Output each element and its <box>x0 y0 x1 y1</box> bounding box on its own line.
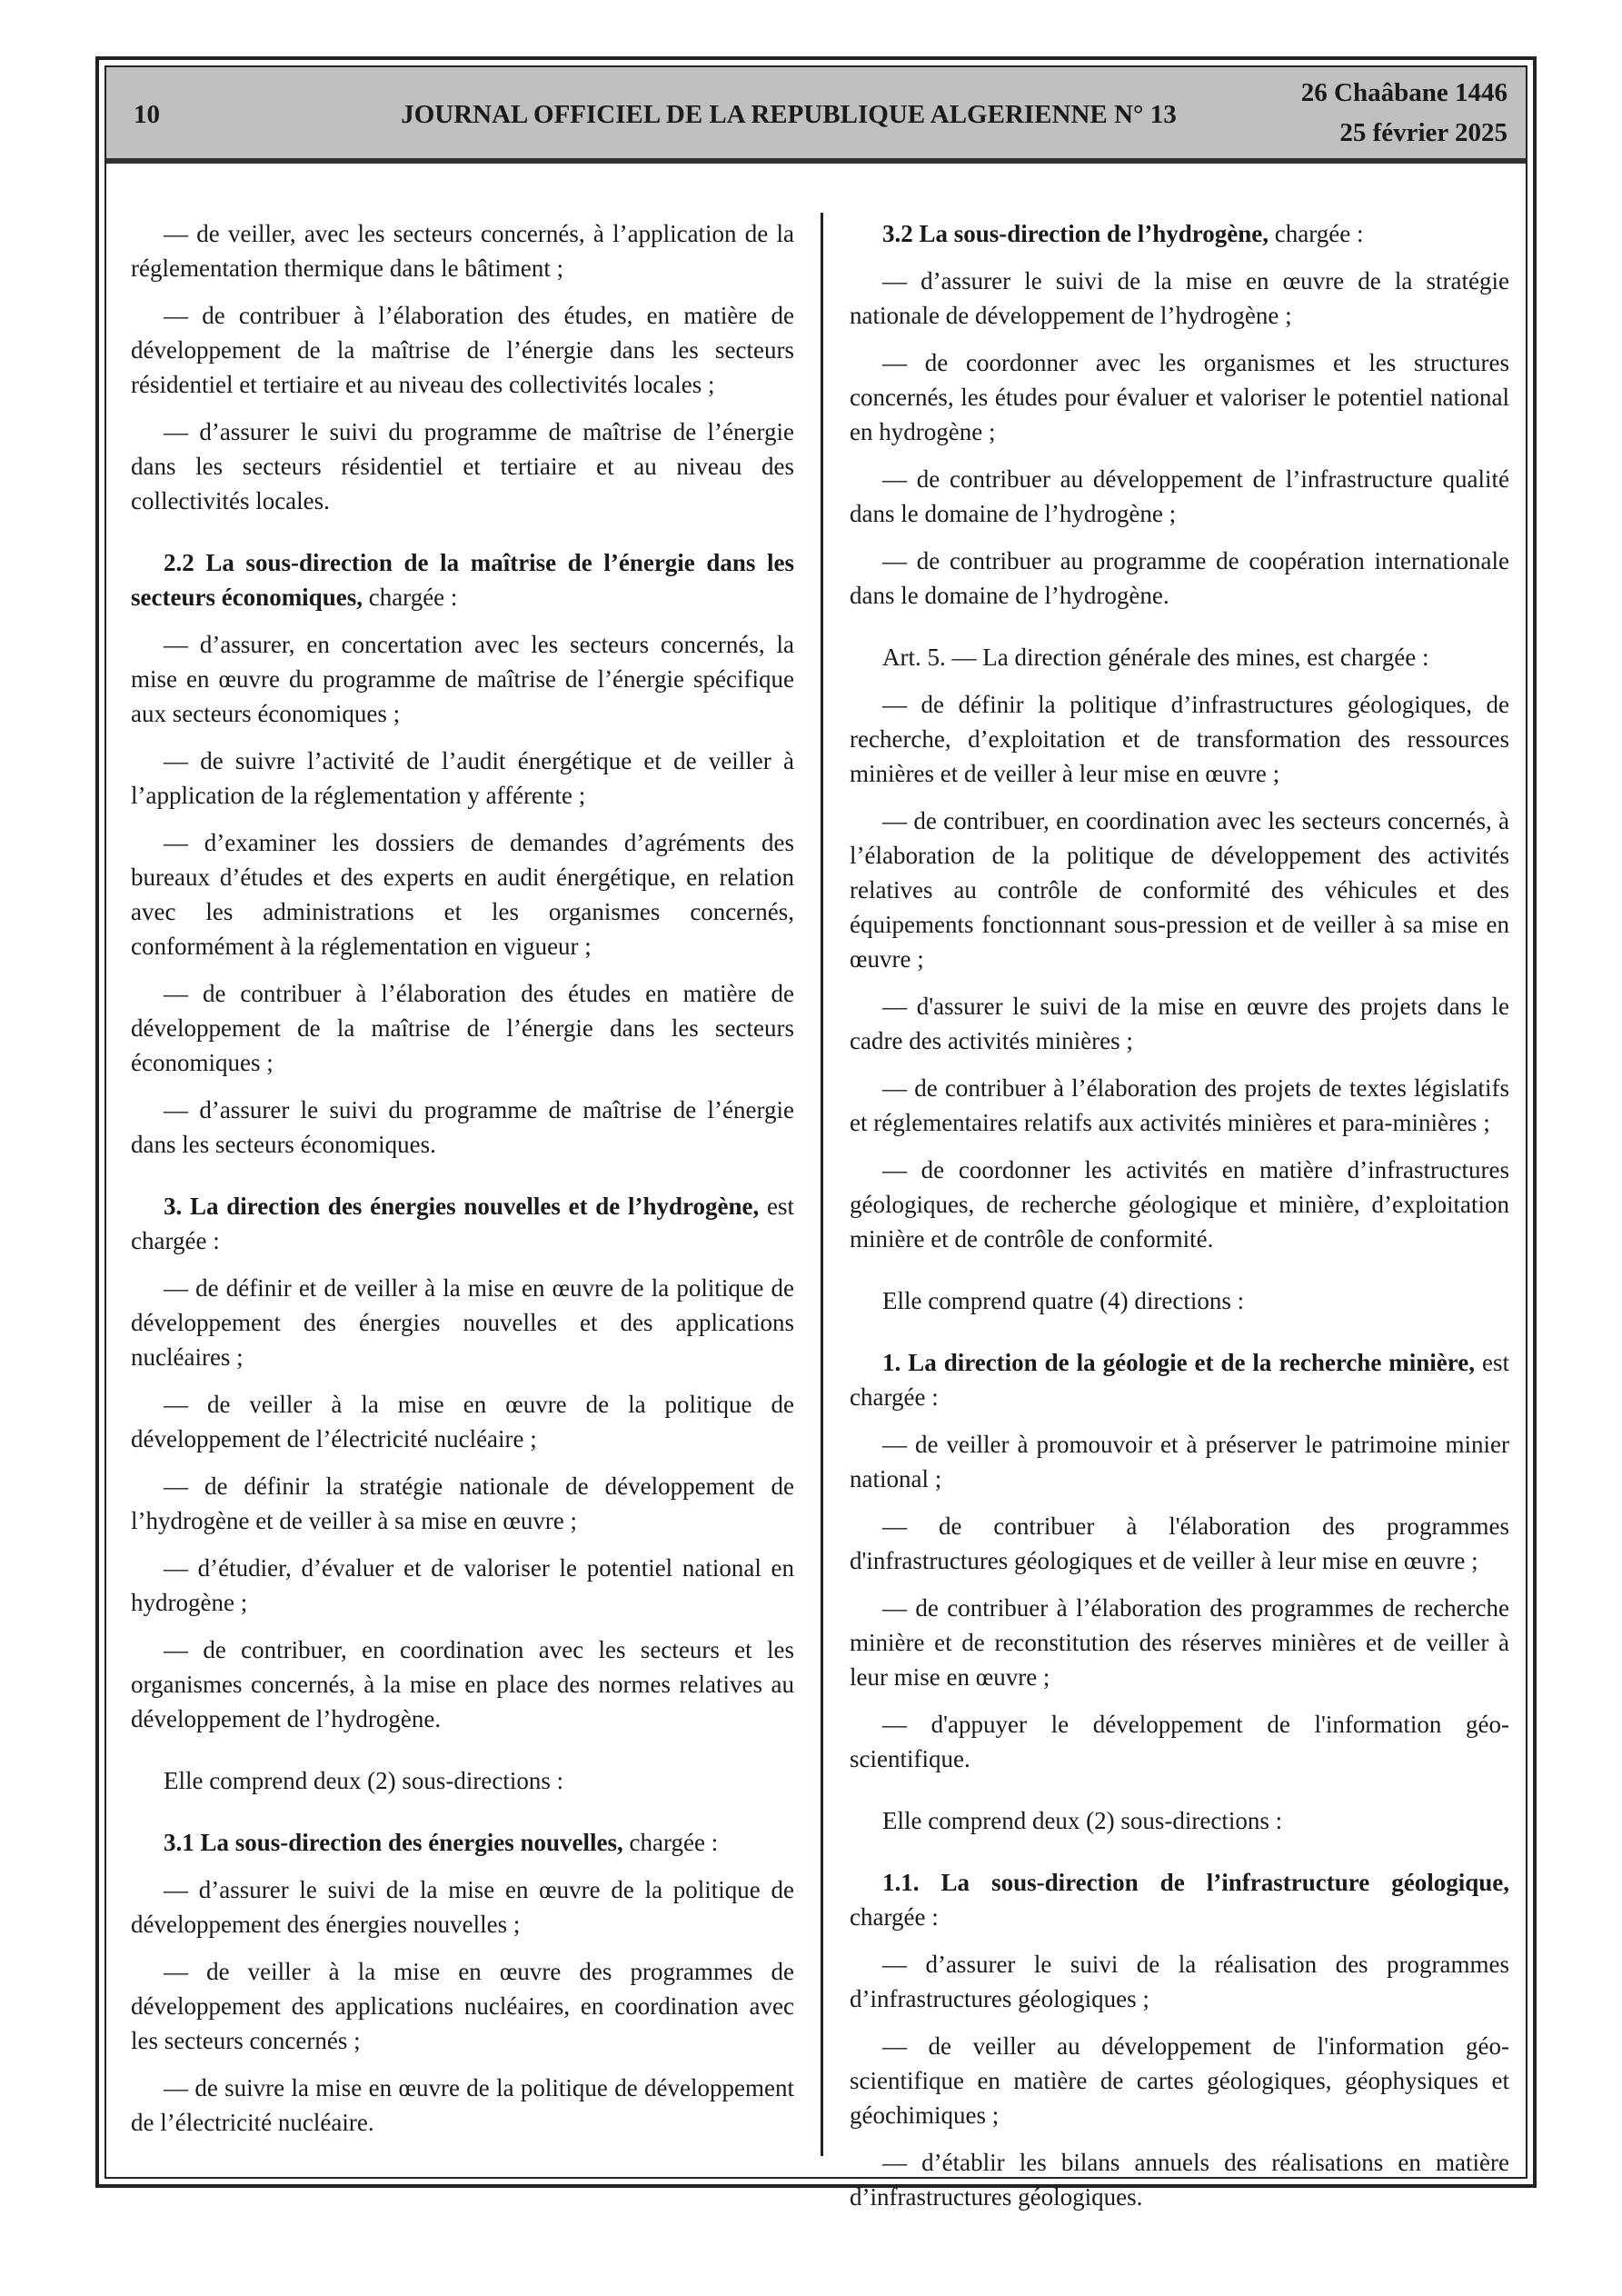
paragraph-text: Elle comprend quatre (4) directions : <box>882 1287 1245 1314</box>
section-heading <box>850 1803 1509 1838</box>
section-heading <box>131 1825 794 1860</box>
paragraph <box>850 687 1509 791</box>
paragraph <box>850 216 1509 251</box>
paragraph <box>131 627 794 731</box>
paragraph <box>850 1427 1509 1496</box>
section-heading <box>131 1763 794 1798</box>
paragraph <box>131 1872 794 1942</box>
paragraph <box>131 1954 794 2058</box>
paragraph <box>131 1271 794 1374</box>
paragraph <box>131 298 794 402</box>
paragraph-text: — de veiller au développement de l'information géo-scientifique en matière de cartes géologiques, géophysiques et géochimiques ; <box>850 2032 1509 2129</box>
paragraph-text: chargée : <box>362 584 458 611</box>
right-column <box>850 216 1509 2227</box>
section-heading <box>131 1189 794 1258</box>
paragraph <box>850 1947 1509 2016</box>
paragraph-text: — de veiller à la mise en œuvre de la politique de développement de l’électricité nucléaire ; <box>131 1391 794 1452</box>
paragraph-text: — de suivre la mise en œuvre de la politique de développement de l’électricité nucléaire. <box>131 2074 794 2136</box>
paragraph-text: — de coordonner avec les organismes et les structures concernés, les études pour évaluer et valoriser le potentiel national en hydrogène ; <box>850 349 1509 445</box>
date-gregorian: 25 février 2025 <box>1339 118 1508 147</box>
paragraph-text: — de contribuer à l’élaboration des projets de textes législatifs et réglementaires relatifs aux activités minières et para-minières ; <box>850 1074 1509 1136</box>
paragraph <box>850 462 1509 531</box>
paragraph-text: — de contribuer à l’élaboration des programmes de recherche minière et de reconstitution des réserves minières et de veiller à leur mise en œuvre ; <box>850 1594 1509 1691</box>
paragraph <box>131 2071 794 2140</box>
paragraph <box>131 216 794 285</box>
paragraph-text: — de contribuer à l’élaboration des études, en matière de développement de la maîtrise de l’énergie dans les secteurs résidentiel et tertiaire et au niveau des collectivités locales ; <box>131 302 794 398</box>
paragraph-lead: 2.2 La sous-direction de la maîtrise de l’énergie dans les secteurs économiques, <box>131 549 794 611</box>
journal-header <box>106 67 1526 164</box>
paragraph <box>131 1551 794 1620</box>
paragraph <box>850 1071 1509 1140</box>
paragraph-text: Elle comprend deux (2) sous-directions : <box>882 1807 1283 1834</box>
paragraph <box>131 1387 794 1456</box>
issue-date <box>1301 73 1508 153</box>
paragraph <box>850 2145 1509 2214</box>
paragraph-lead: 1. La direction de la géologie et de la recherche minière, <box>882 1349 1476 1376</box>
paragraph <box>850 1707 1509 1776</box>
paragraph <box>131 1632 794 1736</box>
paragraph-text: est chargée : <box>131 1193 794 1254</box>
paragraph <box>131 1093 794 1162</box>
paragraph-text: — de contribuer à l'élaboration des programmes d'infrastructures géologiques et de veiller à leur mise en œuvre ; <box>850 1512 1509 1574</box>
paragraph <box>850 1591 1509 1694</box>
paragraph-text: — de veiller à la mise en œuvre des programmes de développement des applications nucléaires, en coordination avec les secteurs concernés ; <box>131 1958 794 2054</box>
paragraph <box>131 1469 794 1538</box>
paragraph-lead: 1.1. La sous-direction de l’infrastructure géologique, <box>882 1869 1509 1896</box>
paragraph-text: — d’assurer le suivi du programme de maîtrise de l’énergie dans les secteurs résidentiel et tertiaire et au niveau des collectivités locales. <box>131 418 794 514</box>
paragraph-text: chargée : <box>622 1829 719 1856</box>
paragraph-text: — de définir et de veiller à la mise en œuvre de la politique de développement des énergies nouvelles et des applications nucléaires ; <box>131 1274 794 1371</box>
paragraph <box>850 1509 1509 1578</box>
paragraph <box>850 345 1509 449</box>
paragraph-lead: 3.2 La sous-direction de l’hydrogène, <box>882 220 1269 247</box>
paragraph-text: — d’assurer le suivi de la réalisation des programmes d’infrastructures géologiques ; <box>850 1951 1509 2012</box>
paragraph-text: — de définir la politique d’infrastructures géologiques, de recherche, d’exploitation et de transformation des ressources minières et de veiller à leur mise en œuvre ; <box>850 691 1509 787</box>
paragraph <box>850 544 1509 613</box>
paragraph-text: — d’examiner les dossiers de demandes d’agréments des bureaux d’études et des experts en audit énergétique, en relation avec les administrations et les organismes concernés, conformément à la réglementation en vigueur ; <box>131 829 794 960</box>
paragraph-text: — de contribuer, en coordination avec les secteurs et les organismes concernés, à la mise en place des normes relatives au développement de l’hydrogène. <box>131 1636 794 1732</box>
paragraph-text: — de contribuer, en coordination avec les secteurs concernés, à l’élaboration de la politique de développement des activités relatives au contrôle de conformité des véhicules et des équipements fonctionnant sous-pression et de veiller à sa mise en œuvre ; <box>850 807 1509 973</box>
paragraph <box>850 1153 1509 1256</box>
paragraph-text: — d'assurer le suivi de la mise en œuvre des projets dans le cadre des activités minières ; <box>850 993 1509 1054</box>
section-heading <box>850 1345 1509 1414</box>
paragraph-text: — de contribuer au développement de l’infrastructure qualité dans le domaine de l’hydrogène ; <box>850 465 1509 527</box>
paragraph-lead: 3.1 La sous-direction des énergies nouvelles, <box>164 1829 623 1856</box>
paragraph-text: — d’assurer le suivi de la mise en œuvre de la stratégie nationale de développement de l’hydrogène ; <box>850 267 1509 329</box>
paragraph <box>850 989 1509 1058</box>
paragraph-text: — de contribuer à l’élaboration des études en matière de développement de la maîtrise de l’énergie dans les secteurs économiques ; <box>131 980 794 1076</box>
left-column <box>131 216 794 2152</box>
paragraph-text: est chargée : <box>850 1349 1509 1411</box>
paragraph <box>850 804 1509 976</box>
paragraph-text: — d'appuyer le développement de l'information géo-scientifique. <box>850 1711 1509 1772</box>
paragraph-text: — de contribuer au programme de coopération internationale dans le domaine de l’hydrogène. <box>850 547 1509 609</box>
paragraph-lead: 3. La direction des énergies nouvelles et de l’hydrogène, <box>164 1193 760 1220</box>
paragraph <box>850 2029 1509 2132</box>
date-hijri: 26 Chaâbane 1446 <box>1300 78 1508 107</box>
section-heading <box>850 1865 1509 1934</box>
paragraph-text: — de veiller, avec les secteurs concernés, à l’application de la réglementation thermique dans le bâtiment ; <box>131 220 794 282</box>
paragraph-text: — de coordonner les activités en matière d’infrastructures géologiques, de recherche géologique et minière, d’exploitation minière et de contrôle de conformité. <box>850 1156 1509 1253</box>
paragraph-text: — de définir la stratégie nationale de développement de l’hydrogène et de veiller à sa mise en œuvre ; <box>131 1472 794 1534</box>
page-inner-border <box>104 65 1527 2211</box>
paragraph-text: — d’établir les bilans annuels des réalisations en matière d’infrastructures géologiques. <box>850 2149 1509 2211</box>
paragraph-text: — de suivre l’activité de l’audit énergétique et de veiller à l’application de la réglementation y afférente ; <box>131 747 794 809</box>
paragraph-text: — d’assurer le suivi du programme de maîtrise de l’énergie dans les secteurs économiques. <box>131 1096 794 1158</box>
paragraph-text: Elle comprend deux (2) sous-directions : <box>164 1767 564 1794</box>
column-divider <box>821 213 823 2156</box>
paragraph <box>131 976 794 1080</box>
journal-title: JOURNAL OFFICIEL DE LA REPUBLIQUE ALGERIENNE N° 13 <box>401 100 1177 129</box>
page-number: 10 <box>134 100 160 129</box>
paragraph <box>131 825 794 963</box>
paragraph <box>131 744 794 813</box>
paragraph-text: — de veiller à promouvoir et à préserver le patrimoine minier national ; <box>850 1431 1509 1492</box>
paragraph-text: Art. 5. — La direction générale des mines, est chargée : <box>882 644 1429 671</box>
paragraph <box>131 414 794 518</box>
paragraph <box>850 264 1509 333</box>
section-heading <box>131 545 794 614</box>
paragraph-text: chargée : <box>1269 220 1364 247</box>
section-heading <box>850 640 1509 674</box>
section-heading <box>850 1283 1509 1318</box>
paragraph-text: — d’assurer, en concertation avec les secteurs concernés, la mise en œuvre du programme de maîtrise de l’énergie spécifique aux secteurs économiques ; <box>131 631 794 727</box>
page-frame <box>95 56 1537 2211</box>
paragraph-text: — d’assurer le suivi de la mise en œuvre de la politique de développement des énergies nouvelles ; <box>131 1876 794 1938</box>
paragraph-text: — d’étudier, d’évaluer et de valoriser le potentiel national en hydrogène ; <box>131 1554 794 1616</box>
paragraph-text: chargée : <box>850 1903 939 1931</box>
